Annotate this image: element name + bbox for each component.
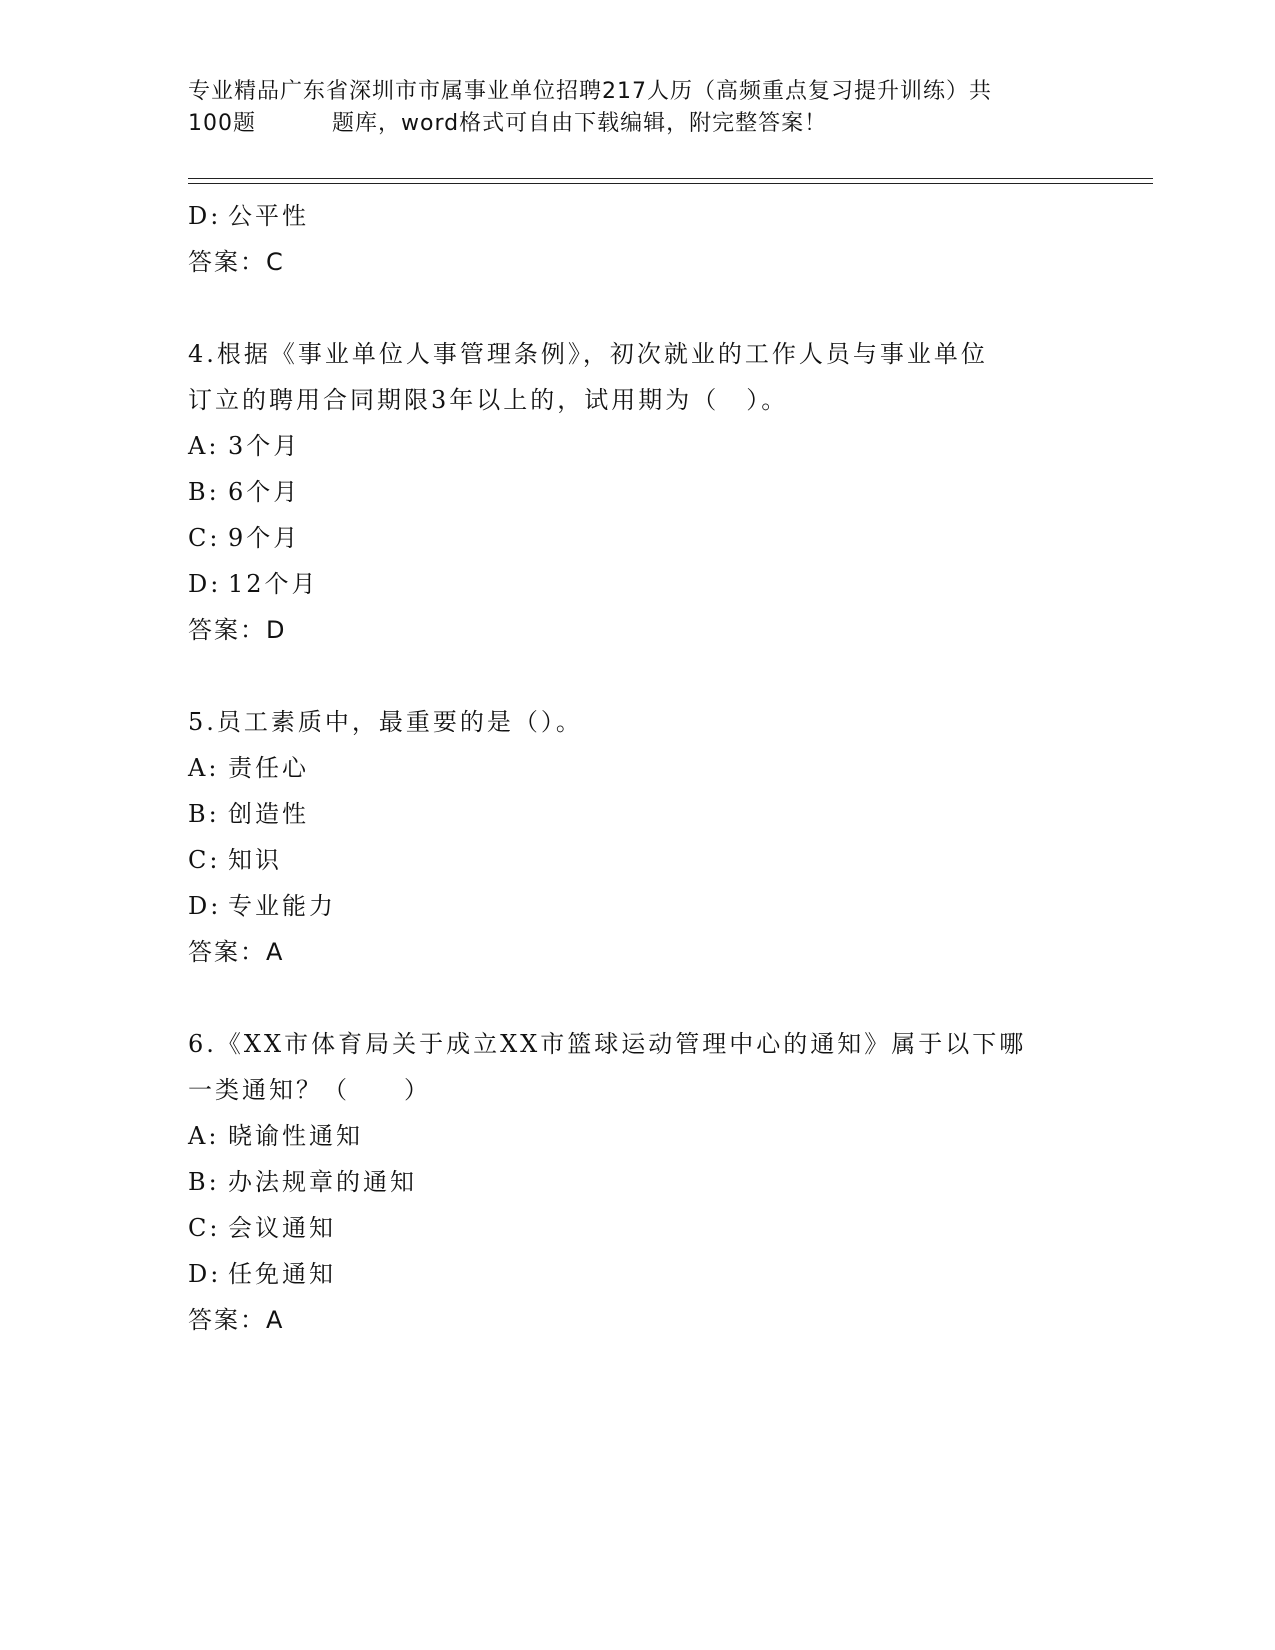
answer-line: 答案：D <box>188 616 287 644</box>
option-text: 责任心 <box>228 754 309 782</box>
header-title-line1: 专业精品广东省深圳市市属事业单位招聘217人历（高频重点复习提升训练）共 <box>188 79 992 104</box>
option-key: D: <box>188 202 222 230</box>
option-text: 会议通知 <box>228 1214 336 1242</box>
option-key: D: <box>188 892 222 920</box>
question-stem: 订立的聘用合同期限3年以上的，试用期为（ ）。 <box>188 386 789 414</box>
option-key: C: <box>188 1214 221 1242</box>
question-stem: 4.根据《事业单位人事管理条例》，初次就业的工作人员与事业单位 <box>188 340 988 368</box>
header-divider-bottom <box>188 183 1153 184</box>
document-header <box>188 76 1088 140</box>
option-c <box>188 1205 1088 1251</box>
header-title-line2 <box>188 108 1088 140</box>
question-list <box>188 193 1088 1343</box>
question-stem: 6.《XX市体育局关于成立XX市篮球运动管理中心的通知》属于以下哪 <box>188 1030 1027 1058</box>
answer-line: 答案：A <box>188 938 285 966</box>
option-b <box>188 469 1088 515</box>
header-description: 题库，word格式可自由下载编辑，附完整答案！ <box>332 111 828 136</box>
option-key: C: <box>188 524 221 552</box>
option-c <box>188 515 1088 561</box>
option-b <box>188 791 1088 837</box>
option-key: A: <box>188 1122 220 1150</box>
option-d <box>188 193 1088 239</box>
option-text: 办法规章的通知 <box>228 1168 417 1196</box>
option-text: 晓谕性通知 <box>228 1122 363 1150</box>
option-a <box>188 745 1088 791</box>
header-question-count: 100题 <box>188 111 256 136</box>
option-key: B: <box>188 478 220 506</box>
option-key: A: <box>188 432 220 460</box>
option-text: 12个月 <box>228 570 319 598</box>
option-key: A: <box>188 754 220 782</box>
question-stem: 5.员工素质中，最重要的是（）。 <box>188 708 583 736</box>
option-key: B: <box>188 800 220 828</box>
option-d <box>188 1251 1088 1297</box>
option-key: C: <box>188 846 221 874</box>
option-d <box>188 883 1088 929</box>
option-a <box>188 1113 1088 1159</box>
option-key: B: <box>188 1168 220 1196</box>
option-c <box>188 837 1088 883</box>
option-d <box>188 561 1088 607</box>
option-text: 6个月 <box>228 478 301 506</box>
header-divider-top <box>188 178 1153 179</box>
answer-line: 答案：A <box>188 1306 285 1334</box>
option-b <box>188 1159 1088 1205</box>
option-a <box>188 423 1088 469</box>
option-text: 创造性 <box>228 800 309 828</box>
answer-line: 答案：C <box>188 248 285 276</box>
option-text: 9个月 <box>228 524 301 552</box>
option-key: D: <box>188 570 222 598</box>
option-text: 知识 <box>228 846 282 874</box>
option-text: 任免通知 <box>228 1260 336 1288</box>
option-text: 公平性 <box>228 202 309 230</box>
question-stem: 一类通知？（ ） <box>188 1076 431 1104</box>
option-text: 专业能力 <box>228 892 336 920</box>
option-text: 3个月 <box>228 432 301 460</box>
option-key: D: <box>188 1260 222 1288</box>
